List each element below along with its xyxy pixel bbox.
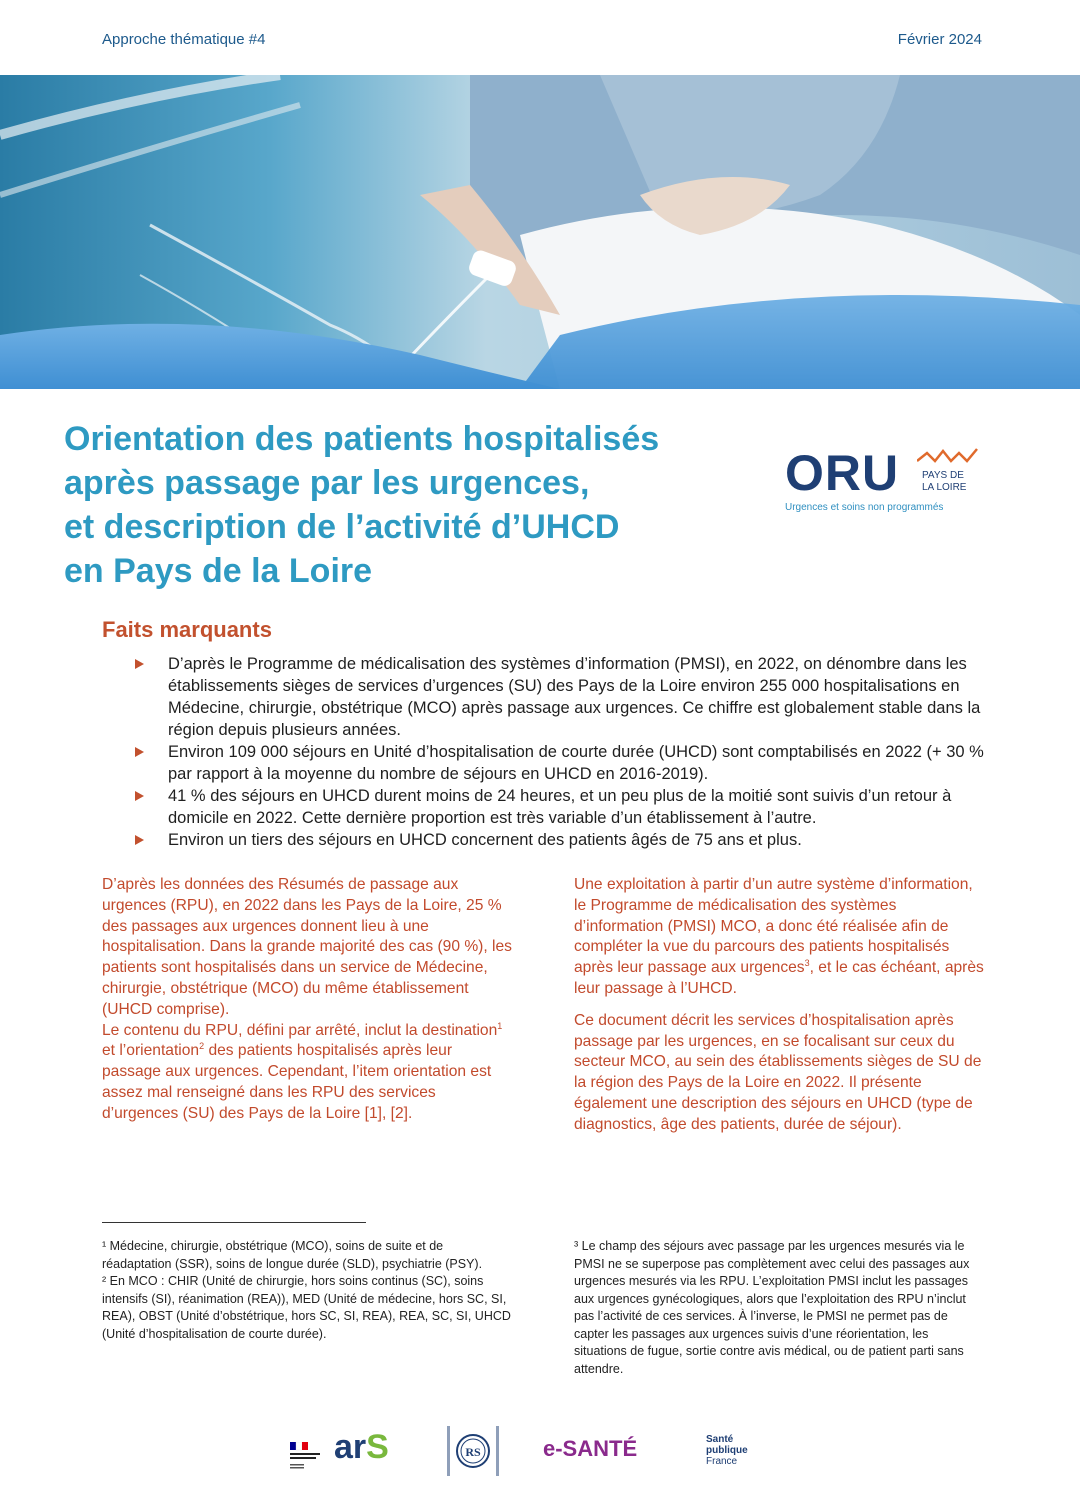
triangle-bullet-icon — [135, 791, 144, 801]
title-line: en Pays de la Loire — [64, 552, 373, 590]
footnote: ² En MCO : CHIR (Unité de chirurgie, hors soins continus (SC), soins intensifs (SI), réanimation (REA)), MED (Unité de médecine, hors SC, SI, REA), OBST (Unité d’obstétrique, hors SC, SI, REA), REA, SC, SI, UHCD (Unité d’hospitalisation de courte durée). — [102, 1274, 511, 1341]
logo-text: publique — [706, 1445, 748, 1456]
text-run: et l’orientation — [102, 1042, 200, 1060]
logo-region-line: PAYS DE — [922, 470, 964, 481]
paragraph — [574, 875, 984, 1000]
paragraph — [102, 1021, 512, 1125]
triangle-bullet-icon — [135, 835, 144, 845]
highlight-text: Environ un tiers des séjours en UHCD concernent des patients âgés de 75 ans et plus. — [168, 831, 802, 849]
highlight-text: 41 % des séjours en UHCD durent moins de 24 heures, et un peu plus de la moitié sont suivis d’un retour à domicile en 2022. Cette dernière proportion est très variable d’un établissement à l’autre. — [168, 787, 952, 827]
report-title — [64, 417, 764, 593]
oru-logo — [785, 445, 985, 520]
publication-date: Février 2024 — [897, 31, 982, 48]
logo-text: France — [706, 1456, 738, 1467]
paragraph: D’après les données des Résumés de passage aux urgences (RPU), en 2022 dans les Pays de la Loire, 25 % des passages aux urgences donnent lieu à une hospitalisation. Dans la grande majorité des cas (90 %), les patients sont hospitalisés dans un service de Médecine, chirurgie, obstétrique (MCO) du même établissement (UHCD comprise). — [102, 876, 512, 1018]
logo-text: Santé — [706, 1434, 734, 1445]
highlight-text: Environ 109 000 séjours en Unité d’hospitalisation de courte durée (UHCD) sont comptabilisés en 2022 (+ 30 % par rapport à la moyenne du nombre de séjours en UHCD en 2016-2019). — [168, 743, 984, 783]
highlight-text: D’après le Programme de médicalisation des systèmes d’information (PMSI), en 2022, on dénombre dans les établissements sièges de services d’urgences (SU) des Pays de la Loire environ 255 000 hospitalisations en Médecine, chirurgie, obstétrique (MCO) après passage aux urgences. Ce chiffre est globalement stable dans la région depuis plusieurs années. — [168, 655, 981, 739]
partner-logos — [0, 1420, 1080, 1490]
footnote: ¹ Médecine, chirurgie, obstétrique (MCO), soins de suite et de réadaptation (SSR), soins de longue durée (SLD), psychiatrie (PSY). — [102, 1239, 483, 1271]
highlights-heading: Faits marquants — [102, 617, 272, 642]
ars-logo — [334, 1428, 389, 1467]
footnote-ref: 2 — [199, 1041, 205, 1052]
zigzag-icon — [917, 447, 979, 465]
highlight-item — [135, 653, 995, 741]
triangle-bullet-icon — [135, 659, 144, 669]
logo-region — [922, 470, 966, 494]
logo-tagline: Urgences et soins non programmés — [785, 502, 944, 513]
paragraph: Ce document décrit les services d’hospitalisation après passage par les urgences, en se focalisant sur ceux du secteur MCO, au sein des établissements sièges de SU de la région des Pays de la Loire en 2022. Il présente également une description des séjours en UHCD (type de diagnostics, âge des patients, durée de séjour). — [574, 1011, 982, 1133]
footnote-ref: 1 — [497, 1020, 503, 1031]
title-line: Orientation des patients hospitalisés — [64, 420, 660, 458]
footnote: ³ Le champ des séjours avec passage par les urgences mesurés via le PMSI ne se superpose pas complètement avec celui des passages aux urgences mesurés via les RPU. L’exploitation PMSI inclut les passages aux urgences gynécologiques, alors que l’exploitation des RPU n’inclut pas l’activité de ces services. À l’inverse, le PMSI ne permet pas de capter les passages aux urgences suivis d’une réorientation, les situations de fugue, sortie contre avis médical, ou de patient parti sans attendre. — [574, 1239, 970, 1376]
logo-wordmark: ORU — [785, 445, 900, 501]
logo-region-line: LA LOIRE — [922, 482, 967, 493]
esante-logo: e-SANTÉ — [543, 1436, 638, 1461]
triangle-bullet-icon — [135, 747, 144, 757]
series-label: Approche thématique #4 — [102, 31, 266, 48]
sante-publique-france-logo — [706, 1434, 748, 1467]
intro-column-left — [102, 875, 512, 1125]
svg-text:RS: RS — [465, 1445, 481, 1459]
text-run: Une exploitation à partir d’un autre système d’information, le Programme de médicalisation des systèmes d’information (PMSI) MCO, a donc été réalisée afin de compléter la vue du parcours des patients hospitalisés après leur passage aux urgences — [574, 876, 973, 977]
text-run: Le contenu du RPU, défini par arrêté, inclut la destination — [102, 1021, 498, 1039]
text-run: des patients hospitalisés après leur passage aux urgences. Cependant, l’item orientation est assez mal renseigné dans les RPU des services d’urgences (SU) des Pays de la Loire [1], [2]. — [102, 1042, 492, 1122]
highlight-item — [135, 741, 995, 785]
footnotes-right — [574, 1238, 984, 1378]
hospital-bed-illustration — [0, 75, 1080, 389]
text-run: , et le cas échéant, après leur passage à l’UHCD. — [574, 959, 984, 997]
title-line: après passage par les urgences, — [64, 464, 590, 502]
footnote-ref: 3 — [804, 958, 810, 968]
hero-image — [0, 75, 1080, 389]
ors-logo — [445, 1422, 501, 1480]
republique-francaise-logo — [290, 1442, 328, 1478]
highlight-item — [135, 785, 995, 829]
logo-text: ar — [334, 1428, 367, 1466]
page-header — [0, 0, 1080, 75]
footnote-divider — [102, 1222, 366, 1223]
highlights-list — [135, 653, 995, 851]
logo-text: S — [366, 1428, 389, 1466]
footnotes-left — [102, 1238, 512, 1343]
intro-column-right — [574, 875, 984, 1136]
highlight-item — [135, 829, 995, 851]
title-line: et description de l’activité d’UHCD — [64, 508, 620, 546]
